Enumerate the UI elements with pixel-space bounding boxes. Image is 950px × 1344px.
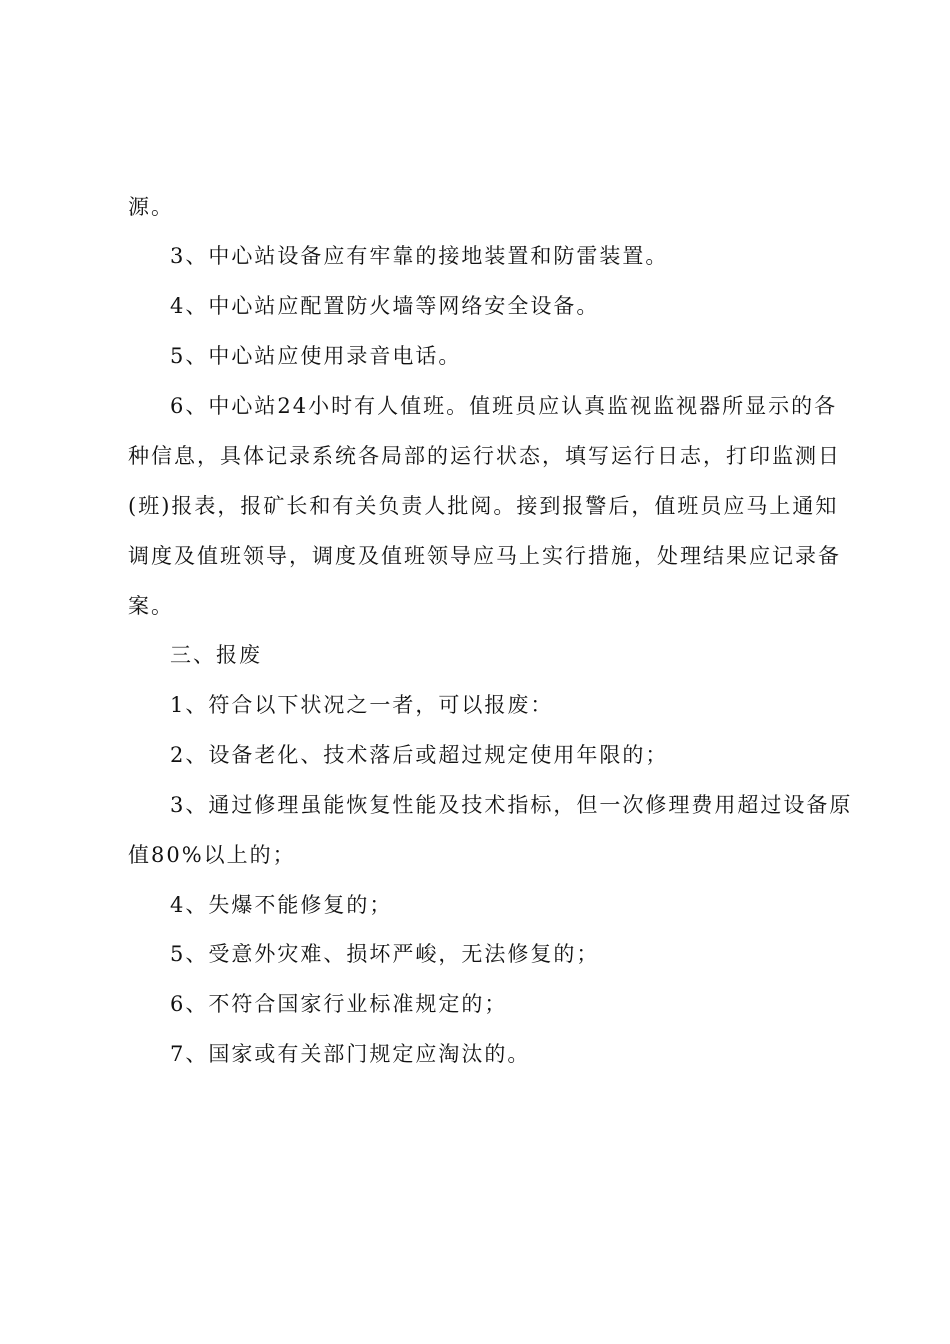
paragraph-line: 种信息，具体记录系统各局部的运行状态，填写运行日志，打印监测日 — [128, 444, 841, 468]
paragraph-line: 1、符合以下状况之一者，可以报废： — [170, 693, 554, 717]
paragraph-line: 调度及值班领导，调度及值班领导应马上实行措施，处理结果应记录备 — [128, 544, 841, 568]
paragraph-line: 4、失爆不能修复的； — [170, 893, 393, 917]
paragraph-line: 案。 — [128, 594, 174, 618]
paragraph-line: 源。 — [128, 195, 174, 219]
paragraph-line: 5、中心站应使用录音电话。 — [170, 344, 462, 368]
paragraph-line: 6、不符合国家行业标准规定的； — [170, 992, 508, 1016]
paragraph-line: (班)报表，报矿长和有关负责人批阅。接到报警后，值班员应马上通知 — [128, 494, 839, 518]
paragraph-line: 3、中心站设备应有牢靠的接地装置和防雷装置。 — [170, 244, 669, 268]
paragraph-line: 3、通过修理虽能恢复性能及技术指标，但一次修理费用超过设备原 — [170, 793, 853, 817]
paragraph-line: 2、设备老化、技术落后或超过规定使用年限的； — [170, 743, 669, 767]
paragraph-line: 5、受意外灾难、损坏严峻，无法修复的； — [170, 942, 600, 966]
paragraph-line: 4、中心站应配置防火墙等网络安全设备。 — [170, 294, 600, 318]
paragraph-line: 6、中心站24小时有人值班。值班员应认真监视监视器所显示的各 — [170, 394, 838, 418]
paragraph-line: 7、国家或有关部门规定应淘汰的。 — [170, 1042, 531, 1066]
paragraph-line: 值80%以上的； — [128, 843, 296, 867]
section-heading: 三、报废 — [170, 643, 262, 667]
